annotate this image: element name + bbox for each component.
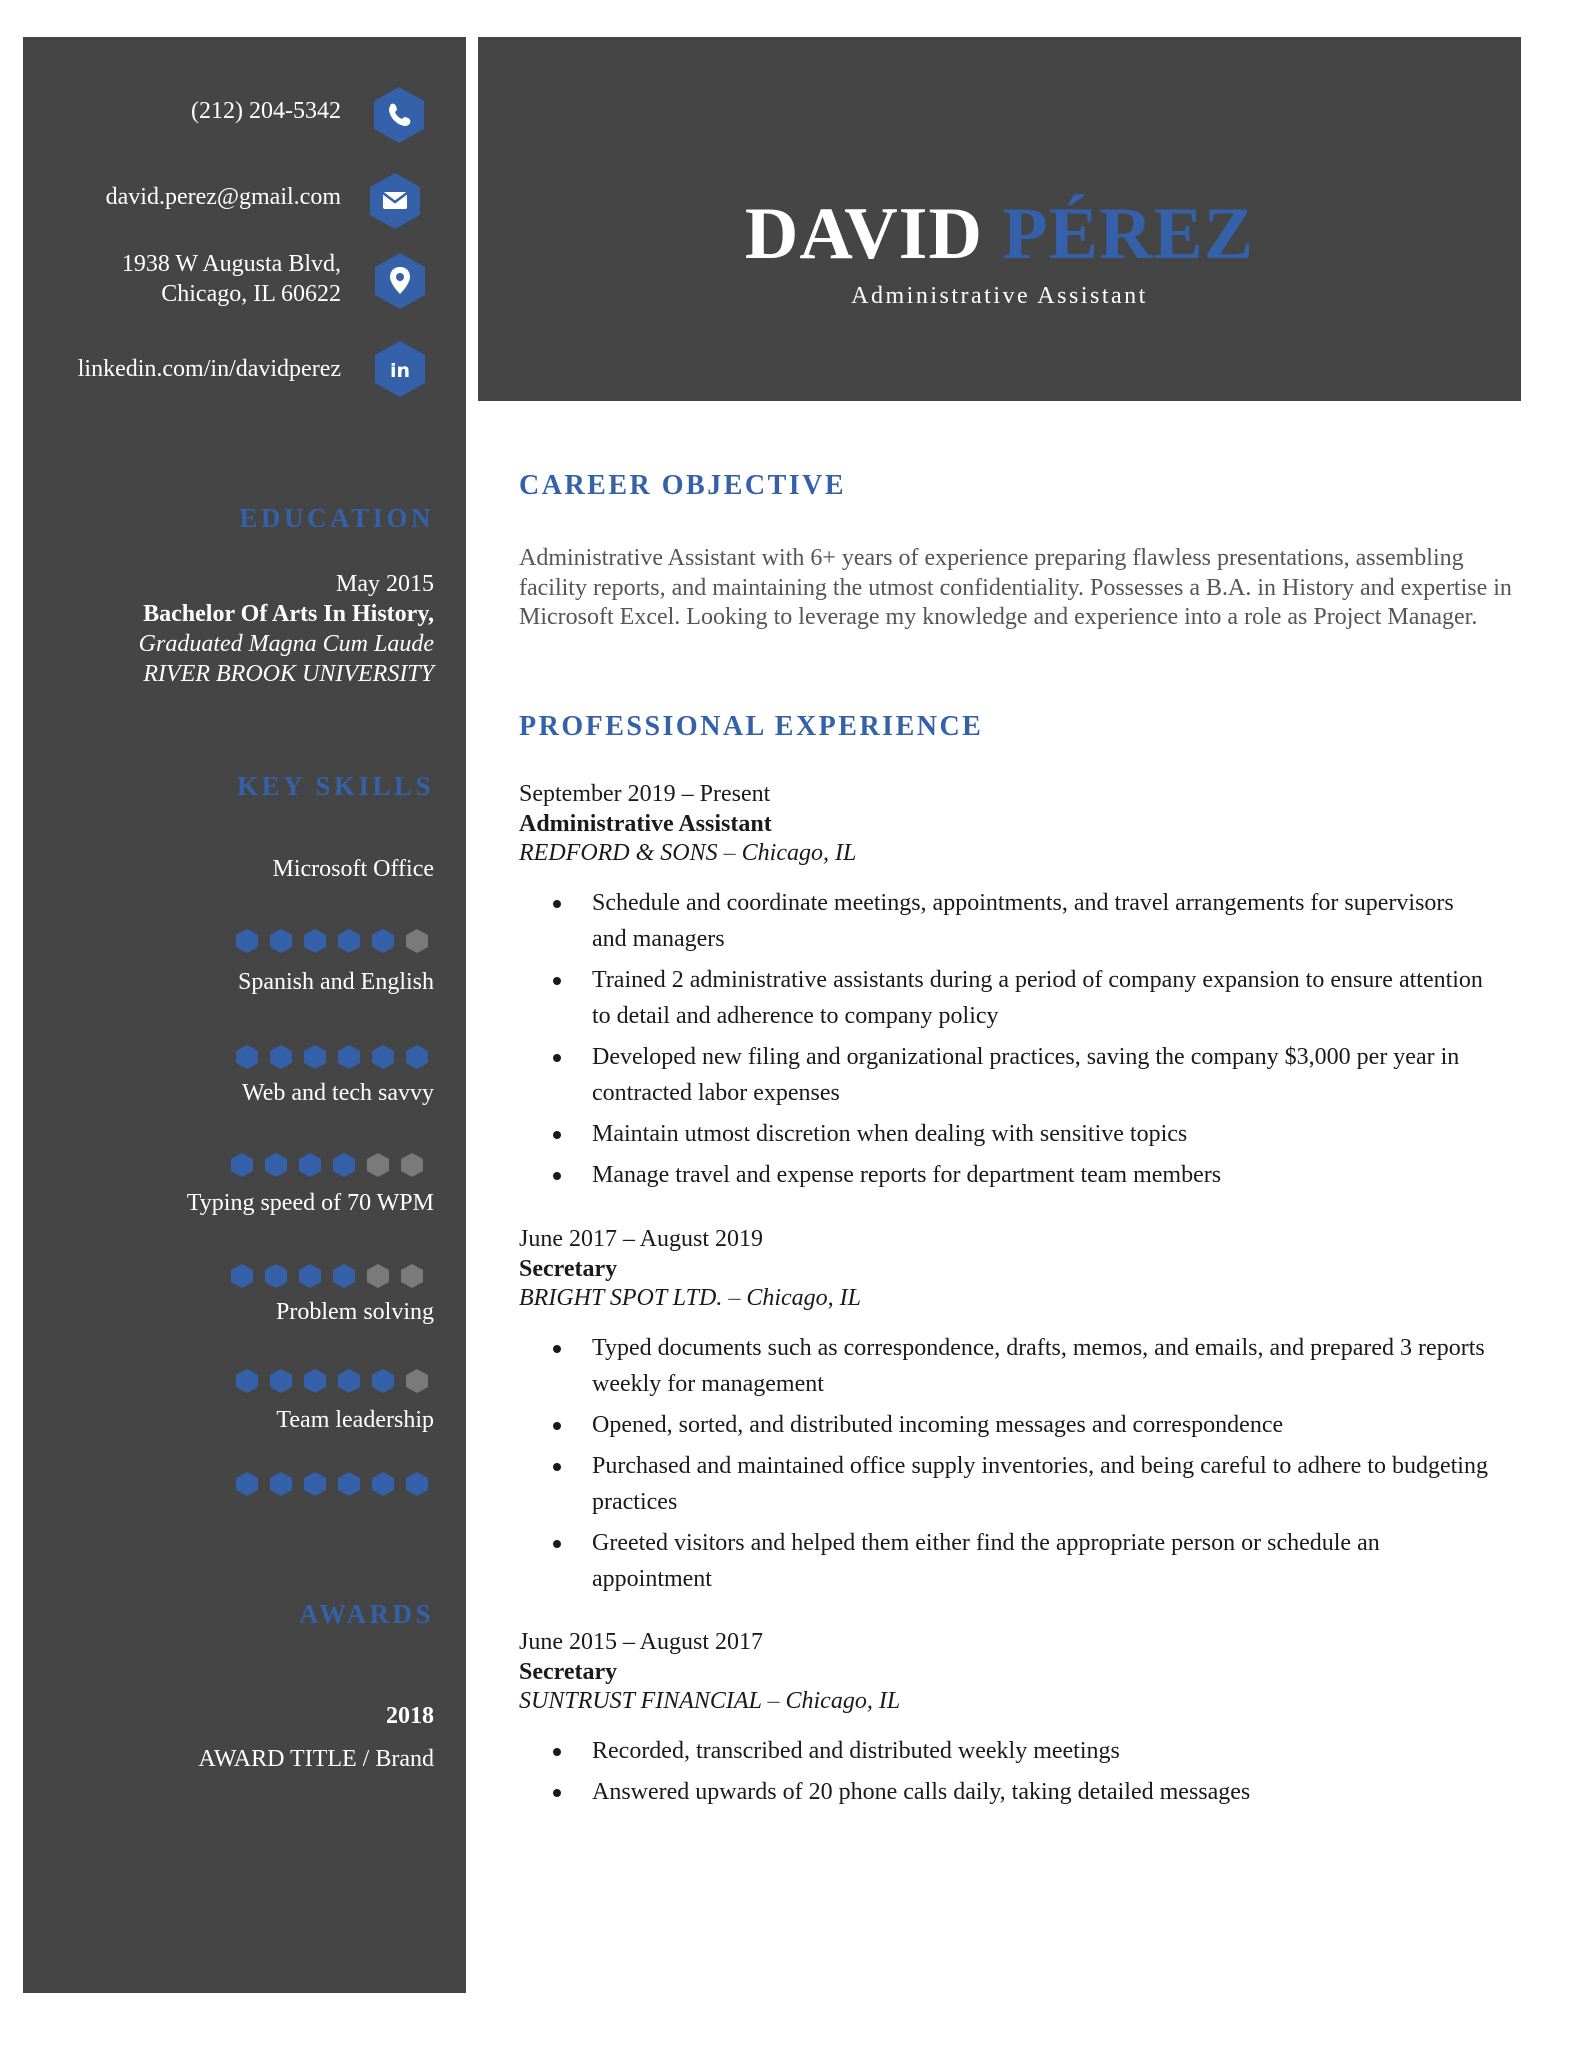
skill-dot-filled [302,1471,328,1497]
bullet-item: Purchased and maintained office supply inventories, and being careful to adhere to budgeting practices [519,1448,1492,1520]
bullet-item: Answered upwards of 20 phone calls daily, taking detailed messages [519,1774,1492,1810]
email-text: david.perez@gmail.com [105,184,341,210]
skill-rating [234,928,430,954]
education-date: May 2015 [336,571,434,597]
skill-dot-filled [336,1044,362,1070]
skill-rating [234,1368,430,1394]
phone-text: (212) 204-5342 [191,98,341,124]
phone-icon [372,85,426,145]
company-name: BRIGHT SPOT LTD. [519,1285,723,1311]
bullet-item: Greeted visitors and helped them either find the appropriate person or schedule an appointment [519,1525,1492,1597]
skill-dot-filled [234,1368,260,1394]
bullet-item: Typed documents such as correspondence, drafts, memos, and emails, and prepared 3 reports weekly for management [519,1330,1492,1402]
last-name: PÉREZ [1002,193,1255,275]
first-name: DAVID [744,193,983,275]
job-bullets [519,1733,1519,1810]
company-location: Chicago, IL [785,1688,901,1714]
skill-dot-empty [404,1368,430,1394]
job-bullets [519,1330,1519,1597]
education-heading: EDUCATION [239,503,434,533]
company-location: Chicago, IL [746,1285,862,1311]
education-degree: Bachelor Of Arts In History, [143,601,434,627]
address-line2: Chicago, IL 60622 [161,281,341,307]
skill-dot-filled [302,928,328,954]
skill-label: Typing speed of 70 WPM [186,1190,434,1216]
skill-dot-filled [370,1044,396,1070]
job-dates: June 2017 – August 2019 [519,1226,764,1252]
skill-rating [234,1044,430,1070]
skill-dot-filled [404,1044,430,1070]
job-entry [519,1225,1519,1602]
job-bullets [519,885,1519,1193]
address-text [122,249,341,309]
job-dates: September 2019 – Present [519,781,771,807]
linkedin-icon [373,339,427,399]
skill-label: Team leadership [276,1407,434,1433]
skill-dot-filled [336,928,362,954]
bullet-item: Recorded, transcribed and distributed weekly meetings [519,1733,1492,1769]
job-company: SUNTRUST FINANCIAL – Chicago, IL [519,1688,901,1714]
header-banner [478,37,1521,401]
contact-email [23,171,466,231]
skill-dot-filled [370,1368,396,1394]
skill-dot-filled [302,1044,328,1070]
awards-heading: AWARDS [298,1599,434,1629]
bullet-item: Maintain utmost discretion when dealing with sensitive topics [519,1116,1492,1152]
award-title: AWARD TITLE / Brand [198,1746,434,1772]
bullet-item: Opened, sorted, and distributed incoming messages and correspondence [519,1407,1492,1443]
education-honors: Graduated Magna Cum Laude [138,631,434,657]
award-year: 2018 [386,1703,434,1729]
mail-icon [368,171,422,231]
objective-text: Administrative Assistant with 6+ years of experience preparing flawless presentations, assembling facility reports, and maintaining the utmost confidentiality. Possesses a B.A. in History and expertise in Microsoft Excel. Looking to leverage my knowledge and experience into a role as Project Manager. [519,545,1512,630]
skill-rating [229,1152,425,1178]
objective-heading: CAREER OBJECTIVE [519,470,847,501]
education-block [139,569,434,689]
job-title: Administrative Assistant [519,810,772,837]
skill-dot-filled [234,1044,260,1070]
company-name: SUNTRUST FINANCIAL [519,1688,762,1714]
skill-dot-filled [331,1263,357,1289]
education-school: RIVER BROOK UNIVERSITY [143,661,434,687]
job-dates: June 2015 – August 2017 [519,1629,764,1655]
sidebar [23,37,466,1993]
skill-dot-filled [297,1263,323,1289]
skill-dot-filled [268,1471,294,1497]
job-entry [519,1628,1519,1815]
bullet-item: Schedule and coordinate meetings, appointments, and travel arrangements for supervisors and managers [519,885,1492,957]
skill-dot-empty [365,1152,391,1178]
bullet-item: Manage travel and expense reports for department team members [519,1157,1492,1193]
skill-dot-filled [331,1152,357,1178]
contact-address [23,249,466,315]
full-name [478,193,1521,275]
skill-dot-filled [336,1368,362,1394]
svg-text:in: in [389,360,411,382]
skill-dot-filled [297,1152,323,1178]
skill-dot-empty [399,1263,425,1289]
skill-label: Microsoft Office [272,856,434,882]
skills-heading: KEY SKILLS [237,771,434,801]
skill-dot-filled [370,1471,396,1497]
skill-dot-empty [404,928,430,954]
bullet-item: Developed new filing and organizational practices, saving the company $3,000 per year in contracted labor expenses [519,1039,1492,1111]
company-name: REDFORD & SONS [519,840,718,866]
skill-dot-filled [336,1471,362,1497]
job-company: BRIGHT SPOT LTD. – Chicago, IL [519,1285,862,1311]
job-company: REDFORD & SONS – Chicago, IL [519,840,857,866]
bullet-item: Trained 2 administrative assistants during a period of company expansion to ensure attention to detail and adherence to company policy [519,962,1492,1034]
contact-phone [23,85,466,145]
skill-dot-empty [365,1263,391,1289]
skill-dot-filled [302,1368,328,1394]
skill-dot-filled [234,928,260,954]
skill-dot-filled [404,1471,430,1497]
skill-dot-filled [268,1044,294,1070]
skill-label: Spanish and English [238,969,434,995]
skill-label: Web and tech savvy [242,1080,434,1106]
skill-dot-filled [229,1152,255,1178]
job-entry [519,780,1519,1198]
skill-dot-empty [399,1152,425,1178]
linkedin-text: linkedin.com/in/davidperez [77,356,341,382]
skill-label: Problem solving [275,1299,434,1325]
address-line1: 1938 W Augusta Blvd, [121,251,341,277]
contact-linkedin [23,339,466,399]
skill-dot-filled [234,1471,260,1497]
skill-dot-filled [370,928,396,954]
skill-rating [234,1471,430,1497]
job-title: Secretary [519,1658,618,1685]
skill-dot-filled [268,1368,294,1394]
company-location: Chicago, IL [741,840,857,866]
skill-rating [229,1263,425,1289]
experience-heading: PROFESSIONAL EXPERIENCE [519,711,984,742]
job-title: Secretary [519,1255,618,1282]
location-pin-icon [373,251,427,311]
skill-dot-filled [263,1152,289,1178]
skill-dot-filled [268,928,294,954]
skill-dot-filled [229,1263,255,1289]
job-title: Administrative Assistant [851,283,1148,309]
skill-dot-filled [263,1263,289,1289]
